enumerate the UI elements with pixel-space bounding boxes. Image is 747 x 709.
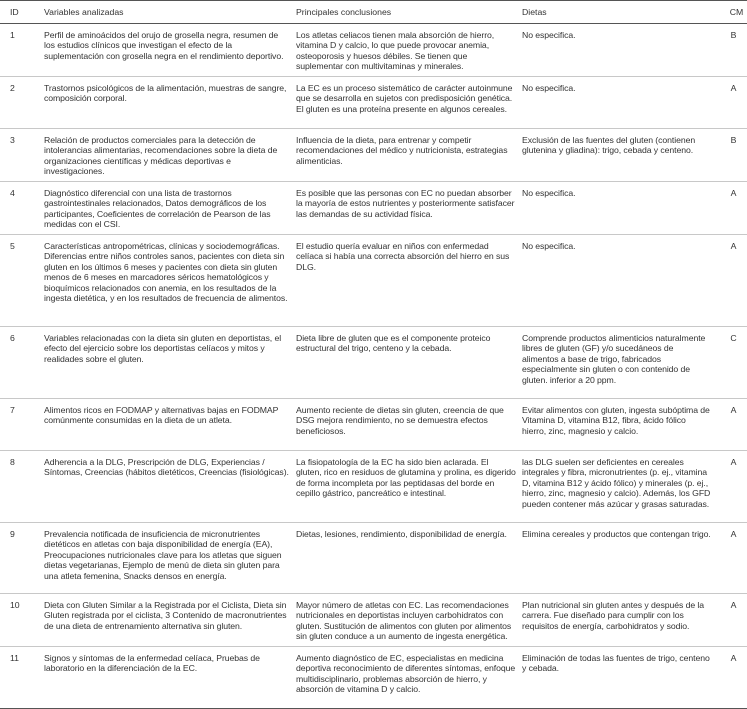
cell-id: 10: [0, 593, 41, 646]
cell-cm: A: [715, 646, 747, 708]
cell-variables: Trastornos psicológicos de la alimentación, muestras de sangre, composición corporal.: [41, 76, 293, 128]
cell-cm: A: [715, 398, 747, 450]
cell-variables: Diagnóstico diferencial con una lista de trastornos gastrointestinales relacionados, Datos demográficos de los participantes, Coeficientes de correlación de Pearson de las medidas con el CSI.: [41, 181, 293, 234]
table-row: [0, 76, 747, 128]
cell-conclusions: Aumento reciente de dietas sin gluten, creencia de que DSG mejora rendimiento, no se demuestra efectos beneficiosos.: [293, 398, 519, 450]
cell-cm: A: [715, 450, 747, 522]
cell-diets: Evitar alimentos con gluten, ingesta subóptima de Vitamina D, vitamina B12, fibra, ácido fólico hierro, zinc, magnesio y calcio.: [519, 398, 715, 450]
cell-id: 3: [0, 128, 41, 181]
header-diets: Dietas: [519, 1, 715, 24]
table-row: [0, 128, 747, 181]
cell-conclusions: Los atletas celiacos tienen mala absorción de hierro, vitamina D y calcio, lo que puede provocar anemia, osteoporosis y huesos débiles. Se tienen que suplementar con multivitaminas y minerales.: [293, 23, 519, 76]
cell-variables: Adherencia a la DLG, Prescripción de DLG, Experiencias / Síntomas, Creencias (hábitos dietéticos, Creencias (fisiológicas).: [41, 450, 293, 522]
cell-id: 5: [0, 234, 41, 326]
cell-id: 6: [0, 326, 41, 398]
cell-conclusions: Influencia de la dieta, para entrenar y competir recomendaciones del médico y nutricionista, estrategias alimenticias.: [293, 128, 519, 181]
cell-cm: A: [715, 234, 747, 326]
cell-id: 2: [0, 76, 41, 128]
cell-conclusions: Aumento diagnóstico de EC, especialistas en medicina deportiva reconocimiento de diferentes síntomas, enfoque multidisciplinario, problemas absorción de hierro, y absorción de vitamina D y calcio.: [293, 646, 519, 708]
cell-conclusions: Dieta libre de gluten que es el componente proteico estructural del trigo, centeno y la cebada.: [293, 326, 519, 398]
table-body: [0, 23, 747, 708]
cell-cm: A: [715, 522, 747, 593]
cell-variables: Signos y síntomas de la enfermedad celíaca, Pruebas de laboratorio en la diferenciación de la EC.: [41, 646, 293, 708]
cell-conclusions: Mayor número de atletas con EC. Las recomendaciones nutricionales en deportistas incluyen carbohidratos con gluten. Sustitución de alimentos con gluten por alimentos sin gluten conduce a un aumento de ingesta energética.: [293, 593, 519, 646]
cell-diets: Exclusión de las fuentes del gluten (contienen glutenina y gliadina): trigo, cebada y centeno.: [519, 128, 715, 181]
cell-variables: Prevalencia notificada de insuficiencia de micronutrientes dietéticos en atletas con baja disponibilidad de energía (EA), Preocupaciones nutricionales clave para los atletas que siguen dietas vegetarianas, Ejemplo de menú de dieta sin gluten para una atleta femenina, Snacks densos en energía.: [41, 522, 293, 593]
table-row: [0, 593, 747, 646]
cell-variables: Perfil de aminoácidos del orujo de grosella negra, resumen de los estudios clínicos que investigan el efecto de la suplementación con grosella negra en el rendimiento deportivo.: [41, 23, 293, 76]
header-variables: Variables analizadas: [41, 1, 293, 24]
cell-cm: A: [715, 76, 747, 128]
cell-conclusions: Dietas, lesiones, rendimiento, disponibilidad de energía.: [293, 522, 519, 593]
cell-diets: Plan nutricional sin gluten antes y después de la carrera. Fue diseñado para cumplir con los requisitos de energía, carbohidratos y sodio.: [519, 593, 715, 646]
table-header: [0, 1, 747, 24]
cell-cm: B: [715, 23, 747, 76]
cell-id: 11: [0, 646, 41, 708]
cell-diets: Eliminación de todas las fuentes de trigo, centeno y cebada.: [519, 646, 715, 708]
cell-diets: No especifica.: [519, 181, 715, 234]
cell-id: 4: [0, 181, 41, 234]
cell-variables: Variables relacionadas con la dieta sin gluten en deportistas, el efecto del ejercicio sobre los deportistas celíacos y mitos y realidades sobre el gluten.: [41, 326, 293, 398]
cell-diets: No especifica.: [519, 76, 715, 128]
table-row: [0, 234, 747, 326]
table-row: [0, 181, 747, 234]
table-row: [0, 522, 747, 593]
cell-id: 9: [0, 522, 41, 593]
header-row: [0, 1, 747, 24]
cell-cm: B: [715, 128, 747, 181]
cell-conclusions: La EC es un proceso sistemático de carácter autoinmune que se desarrolla en sujetos con predisposición genética. El gluten es una proteína presente en algunos cereales.: [293, 76, 519, 128]
cell-diets: Elimina cereales y productos que contengan trigo.: [519, 522, 715, 593]
cell-cm: A: [715, 593, 747, 646]
cell-diets: Comprende productos alimenticios naturalmente libres de gluten (GF) y/o sucedáneos de alimentos a base de trigo, fabricados especialmente sin gluten o con contenido de gluten. inferior a 20 ppm.: [519, 326, 715, 398]
cell-variables: Características antropométricas, clínicas y sociodemográficas. Diferencias entre niños controles sanos, pacientes con dieta sin gluten en los últimos 6 meses y pacientes con dieta sin gluten menos de 6 meses en marcadores séricos hematológicos y bioquímicos relacionados con anemia, en los resultados de la ingesta dietética, y en los resultados de frecuencia de alimentos.: [41, 234, 293, 326]
cell-id: 8: [0, 450, 41, 522]
cell-id: 1: [0, 23, 41, 76]
cell-variables: Alimentos ricos en FODMAP y alternativas bajas en FODMAP comúnmente consumidas en la dieta de un atleta.: [41, 398, 293, 450]
table-row: [0, 646, 747, 708]
cell-id: 7: [0, 398, 41, 450]
table-row: [0, 450, 747, 522]
cell-cm: C: [715, 326, 747, 398]
cell-conclusions: Es posible que las personas con EC no puedan absorber la mayoría de estos nutrientes y posteriormente satisfacer las demandas de su actividad física.: [293, 181, 519, 234]
header-cm: CM: [715, 1, 747, 24]
cell-diets: No especifica.: [519, 23, 715, 76]
table-row: [0, 398, 747, 450]
header-id: ID: [0, 1, 41, 24]
cell-diets: las DLG suelen ser deficientes en cereales integrales y fibra, micronutrientes (p. ej., vitamina D, vitamina B12 y ácido fólico) y minerales (p. ej., hierro, zinc, magnesio y calcio). Además, los GFD pueden contener más azúcar y grasas saturadas.: [519, 450, 715, 522]
header-conclusions: Principales conclusiones: [293, 1, 519, 24]
cell-variables: Relación de productos comerciales para la detección de intolerancias alimentarias, recomendaciones sobre la dieta de organizaciones científicas y médicas deportivas e investigaciones.: [41, 128, 293, 181]
cell-conclusions: El estudio quería evaluar en niños con enfermedad celíaca si había una correcta absorción del hierro en sus DLG.: [293, 234, 519, 326]
table-row: [0, 326, 747, 398]
cell-cm: A: [715, 181, 747, 234]
cell-conclusions: La fisiopatología de la EC ha sido bien aclarada. El gluten, rico en residuos de glutamina y prolina, es digerido de forma incompleta por las peptidasas del borde en cepillo gástrico, pancreático e intestinal.: [293, 450, 519, 522]
table-row: [0, 23, 747, 76]
cell-variables: Dieta con Gluten Similar a la Registrada por el Ciclista, Dieta sin Gluten registrada por el ciclista, 3 Contenido de macronutrientes de una dieta de entrenamiento alternativa sin gluten.: [41, 593, 293, 646]
cell-diets: No especifica.: [519, 234, 715, 326]
